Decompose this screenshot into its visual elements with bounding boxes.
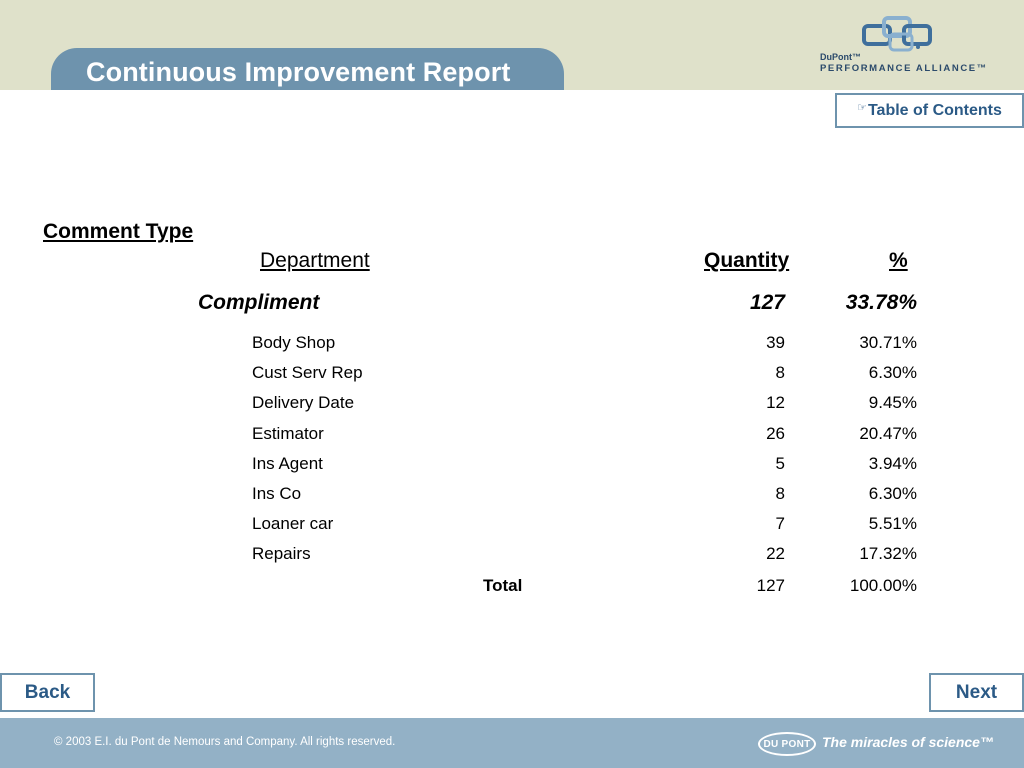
- column-header-quantity: Quantity: [704, 249, 790, 272]
- row-department: Repairs: [252, 544, 311, 564]
- row-quantity: 39: [766, 333, 785, 352]
- back-label: Back: [24, 681, 71, 703]
- total-quantity: 127: [756, 576, 785, 595]
- table-row: [0, 514, 1024, 544]
- row-quantity: 26: [766, 423, 785, 443]
- footer-bar: [0, 718, 1024, 768]
- copyright-text: © 2003 E.I. du Pont de Nemours and Company. All rights reserved.: [54, 736, 396, 748]
- table-row: [0, 544, 1024, 574]
- page-title: Continuous Improvement Report: [86, 57, 511, 87]
- row-quantity: 7: [775, 514, 785, 534]
- row-percent: 6.30%: [868, 483, 917, 503]
- dupont-performance-alliance-logo: [820, 14, 990, 78]
- section-heading: Comment Type: [43, 220, 194, 243]
- total-percent: 100.00%: [849, 576, 917, 595]
- row-percent: 20.47%: [859, 423, 917, 443]
- row-department: Ins Co: [252, 483, 302, 503]
- group-percent: 33.78%: [845, 291, 917, 314]
- table-row: [0, 424, 1024, 454]
- logo-text-performance-alliance: PERFORMANCE ALLIANCE™: [820, 63, 988, 74]
- table-row: [0, 363, 1024, 393]
- group-quantity: 127: [749, 291, 785, 314]
- table-row: [0, 393, 1024, 423]
- row-percent: 9.45%: [868, 393, 917, 413]
- department-table: [0, 333, 1024, 575]
- row-quantity: 5: [775, 453, 785, 473]
- row-percent: 5.51%: [868, 514, 917, 534]
- group-label: Compliment: [198, 291, 320, 314]
- row-department: Ins Agent: [252, 453, 323, 473]
- row-quantity: 22: [766, 544, 785, 564]
- next-label: Next: [955, 681, 998, 703]
- row-department: Delivery Date: [252, 393, 355, 413]
- row-percent: 6.30%: [868, 363, 917, 383]
- row-department: Cust Serv Rep: [252, 363, 363, 383]
- table-of-contents-button[interactable]: [835, 93, 1024, 128]
- hand-pointer-icon: ☞: [857, 102, 867, 114]
- table-of-contents-label: Table of Contents: [867, 101, 1002, 119]
- row-department: Estimator: [252, 423, 324, 443]
- row-quantity: 8: [775, 363, 785, 383]
- dupont-oval-logo-icon: [758, 732, 816, 756]
- column-header-percent: %: [889, 249, 908, 272]
- tagline: The miracles of science™: [822, 734, 994, 750]
- row-quantity: 8: [775, 483, 785, 503]
- dupont-brand-text: DU PONT: [763, 738, 811, 750]
- row-percent: 17.32%: [859, 544, 917, 564]
- table-row: [0, 454, 1024, 484]
- table-row: [0, 484, 1024, 514]
- column-header-department: Department: [260, 249, 370, 272]
- row-department: Body Shop: [252, 333, 336, 352]
- row-percent: 30.71%: [859, 333, 917, 352]
- row-percent: 3.94%: [868, 453, 917, 473]
- interlocking-squares-logo-icon: [860, 14, 940, 56]
- total-label: Total: [483, 576, 523, 595]
- back-button[interactable]: [0, 673, 95, 712]
- row-quantity: 12: [766, 393, 785, 413]
- table-row: [0, 333, 1024, 363]
- row-department: Loaner car: [252, 514, 334, 534]
- logo-text-dupont: DuPont™: [820, 52, 861, 62]
- next-button[interactable]: [929, 673, 1024, 712]
